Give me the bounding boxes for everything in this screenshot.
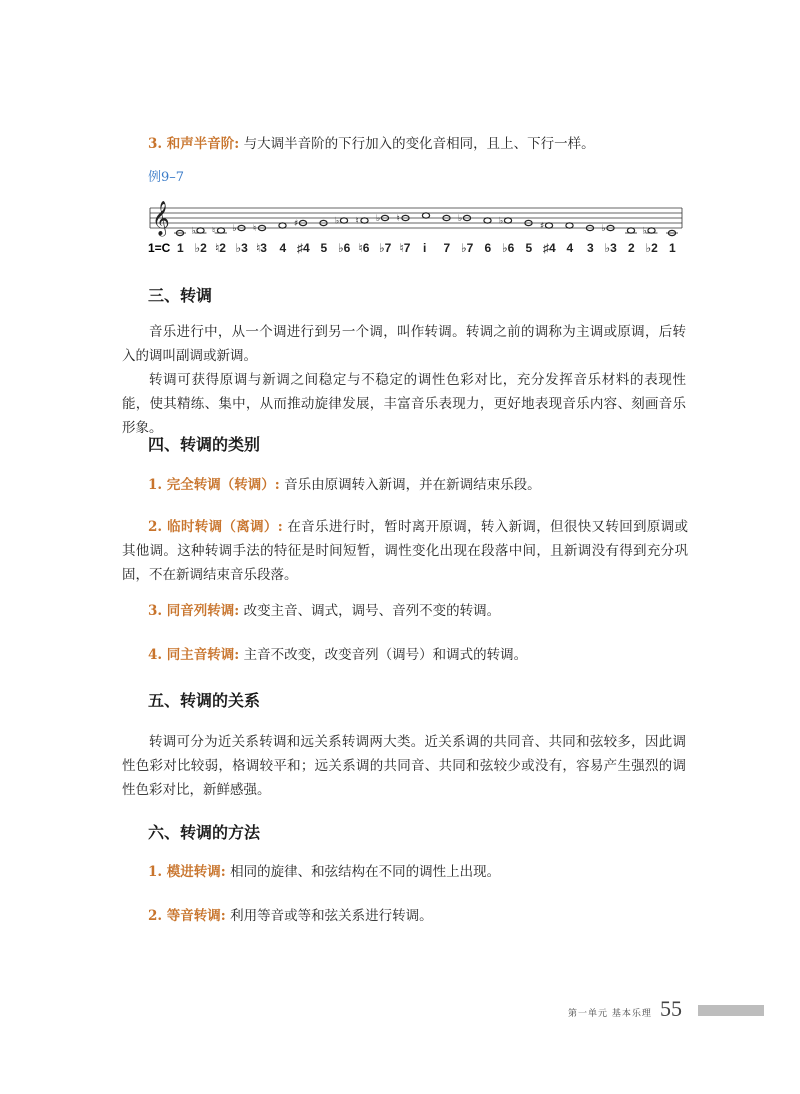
jianpu-number: ♮2 [215, 241, 226, 255]
list-item [148, 862, 688, 882]
jianpu-number: ♮3 [256, 241, 267, 255]
jianpu-number: ♭7 [379, 241, 392, 255]
item-label: 1. 完全转调（转调）: [148, 477, 280, 493]
paragraph: 转调可分为近关系转调和远关系转调两大类。近关系调的共同音、共同和弦较多，因此调性色彩对比较弱，格调较平和；远关系调的共同音、共同和弦较少或没有，容易产生强烈的调性色彩对比，新鲜感强。 [122, 734, 686, 798]
accidental-mark: ♮ [396, 214, 400, 224]
item-text: 相同的旋律、和弦结构在不同的调性上出现。 [230, 864, 501, 880]
note-head [566, 223, 573, 228]
note-head [279, 223, 286, 228]
jianpu-number: ♭2 [194, 241, 207, 255]
accidental-mark: ♭ [376, 214, 381, 224]
item-label: 1. 模进转调: [148, 864, 226, 880]
accidental-mark: ♭ [191, 226, 196, 237]
heading-modulation: 三、转调 [148, 286, 213, 305]
list-item [122, 515, 688, 587]
jianpu-number: ♭3 [604, 241, 617, 255]
jianpu-number: ♯4 [543, 241, 556, 255]
note-head [484, 218, 491, 223]
jianpu-number: 6 [484, 241, 492, 255]
jianpu-number: 3 [587, 241, 594, 255]
accidental-mark: ♮ [253, 224, 257, 234]
footer-bar [698, 1005, 764, 1016]
accidental-mark: ♭ [499, 216, 504, 227]
list-item [148, 906, 688, 926]
note-head [422, 213, 429, 218]
item-label: 2. 临时转调（离调）: [148, 519, 283, 535]
note-head [627, 228, 634, 233]
accidental-mark: ♯ [540, 221, 545, 232]
item-text: 改变主音、调式，调号、音列不变的转调。 [243, 603, 501, 619]
paragraph: 转调可获得原调与新调之间稳定与不稳定的调性色彩对比，充分发挥音乐材料的表现性能，使其精练、集中，从而推动旋律发展，丰富音乐表现力，更好地表现音乐内容、刻画音乐形象。 [122, 372, 686, 436]
item-text: 音乐由原调转入新调，并在新调结束乐段。 [284, 477, 541, 493]
music-staff [148, 196, 688, 258]
jianpu-number: ♭6 [338, 241, 351, 255]
jianpu-number: ♭3 [235, 241, 248, 255]
key-label: 1=C [148, 241, 171, 255]
heading-modulation-relations: 五、转调的关系 [148, 691, 261, 710]
list-item [148, 645, 688, 665]
note-head [361, 218, 368, 223]
accidental-mark: ♮ [355, 216, 359, 227]
item-label: 3. 和声半音阶: [148, 136, 240, 152]
item-text: 在音乐进行时，暂时离开原调，转入新调，但很快又转回到原调或其他调。这种转调手法的特征是时间短暂，调性变化出现在段落中间，且新调没有得到充分巩固，不在新调结束音乐段落。 [122, 519, 688, 583]
jianpu-number: 4 [279, 241, 287, 255]
accidental-mark: ♭ [458, 214, 463, 224]
item-text: 与大调半音阶的下行加入的变化音相同，且上、下行一样。 [243, 136, 595, 152]
jianpu-number: ♭2 [645, 241, 658, 255]
heading-modulation-types: 四、转调的类别 [148, 435, 261, 454]
jianpu-number: 5 [525, 241, 533, 255]
jianpu-number: ♮7 [399, 241, 411, 255]
jianpu-number: 1 [669, 241, 676, 255]
page-number: 55 [660, 996, 682, 1021]
jianpu-number: ♭7 [461, 241, 474, 255]
jianpu-number: ♭6 [502, 241, 515, 255]
note-head [545, 223, 552, 228]
list-item [148, 475, 688, 495]
note-head [504, 218, 511, 223]
jianpu-number: 2 [628, 241, 635, 255]
item-text: 主音不改变，改变音列（调号）和调式的转调。 [243, 647, 528, 663]
footer-unit: 第一单元 基本乐理 [568, 1009, 652, 1019]
jianpu-number: 7 [443, 241, 451, 255]
accidental-mark: ♮ [212, 226, 216, 237]
accidental-mark: ♭ [601, 224, 606, 234]
jianpu-number: i [423, 241, 427, 255]
jianpu-number: 5 [320, 241, 328, 255]
heading-modulation-methods: 六、转调的方法 [148, 823, 261, 842]
item-label: 3. 同音列转调: [148, 603, 240, 619]
note-head [340, 218, 347, 223]
note-head [197, 228, 204, 233]
accidental-mark: ♭ [335, 216, 340, 227]
jianpu-numbers [148, 241, 676, 255]
note-heads [174, 213, 678, 237]
example-label: 例9–7 [148, 170, 185, 185]
item-label: 4. 同主音转调: [148, 647, 240, 663]
note-head [648, 228, 655, 233]
item-text: 利用等音或等和弦关系进行转调。 [230, 908, 433, 924]
item-harmonic-chromatic [148, 134, 708, 154]
jianpu-number: ♯4 [297, 241, 310, 255]
jianpu-number: ♮6 [358, 241, 370, 255]
item-label: 2. 等音转调: [148, 908, 226, 924]
accidental-mark: ♭ [232, 224, 237, 234]
jianpu-number: 4 [566, 241, 574, 255]
jianpu-number: 1 [177, 241, 184, 255]
treble-clef-icon: 𝄞 [152, 201, 170, 236]
note-head [217, 228, 224, 233]
paragraph: 音乐进行中，从一个调进行到另一个调，叫作转调。转调之前的调称为主调或原调，后转入的调叫副调或新调。 [122, 324, 686, 364]
accidental-mark: ♯ [294, 219, 299, 229]
accidental-mark: ♭ [642, 226, 647, 237]
list-item [148, 601, 688, 621]
